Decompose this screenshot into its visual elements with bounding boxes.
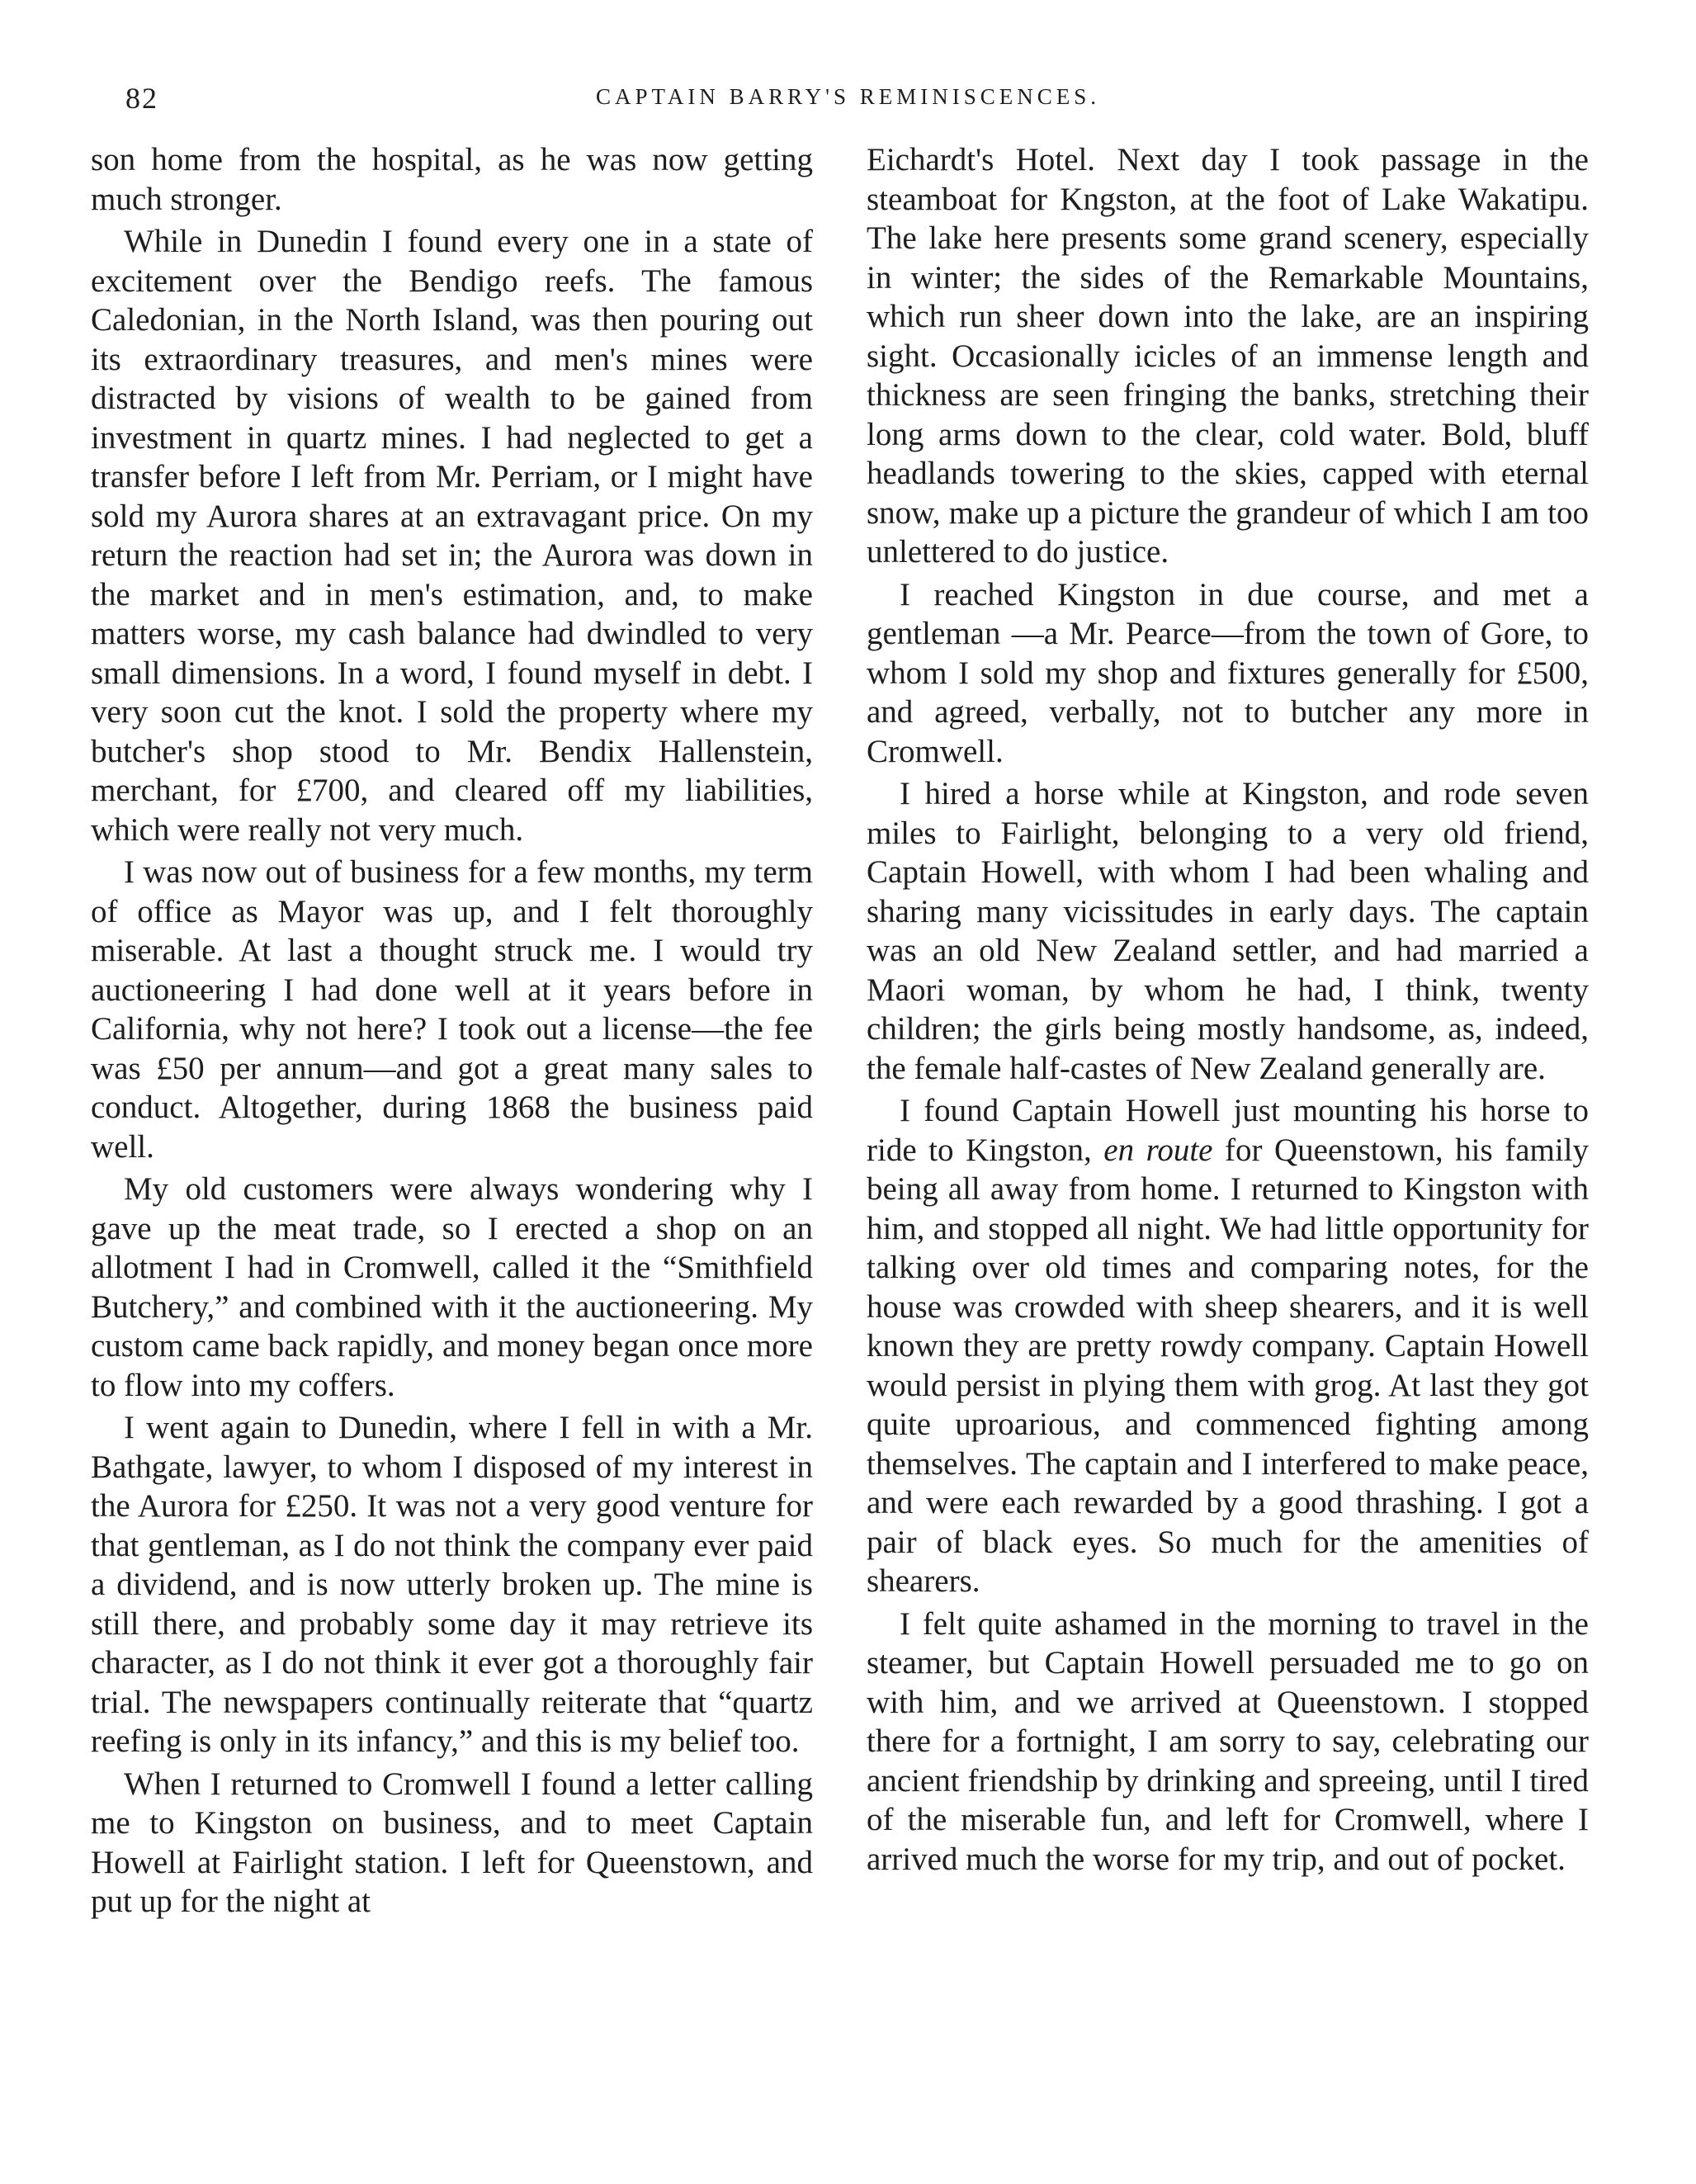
page-number: 82 bbox=[125, 82, 158, 115]
paragraph: When I returned to Cromwell I found a letter calling me to Kingston on business, and to meet Captain Howell at Fairlight station. I left for Queenstown, and put up for the night at bbox=[91, 1766, 813, 1919]
text-run: for Queenstown, his family being all away from home. I returned to Kingston with him, and stopped all night. We had little opportunity for talking over old times and comparing notes, for the house was crowded with sheep shearers, and it is well known they are pretty rowdy company. Captain Howell would persist in plying them with grog. At last they got quite uproarious, and commenced fighting among themselves. The captain and I interfered to make peace, and were each rewarded by a good thrashing. I got a pair of black eyes. So much for the amenities of shearers. bbox=[867, 1132, 1590, 1599]
paragraph: I hired a horse while at Kingston, and rode seven miles to Fairlight, belonging to a very old friend, Captain Howell, with whom I had been whaling and sharing many vicissitudes in early days. The captain was an old New Zealand settler, and had married a Maori woman, by whom he had, I think, twenty children; the girls being mostly handsome, as, indeed, the female half-castes of New Zealand generally are. bbox=[867, 776, 1589, 1086]
text-run: I found Captain Howell just mounting his horse to ride to Kingston, bbox=[867, 1093, 1589, 1168]
paragraph: I was now out of business for a few months, my term of office as Mayor was up, and I felt thoroughly miserable. At last a thought struck me. I would try auctioneering I had done well at it years before in California, why not here? I took out a license—the fee was £50 per annum—and got a great many sales to conduct. Altogether, during 1868 the business paid well. bbox=[91, 854, 813, 1165]
left-column bbox=[91, 140, 813, 1922]
paragraph: I went again to Dunedin, where I fell in with a Mr. Bathgate, lawyer, to whom I disposed of my interest in the Aurora for £250. It was not a very good venture for that gentleman, as I do not think the company ever paid a dividend, and is now utterly broken up. The mine is still there, and probably some day it may retrieve its character, as I do not think it ever got a thoroughly fair trial. The newspapers continually reiterate that “quartz reefing is only in its infancy,” and this is my belief too. bbox=[91, 1410, 813, 1759]
paragraph: I felt quite ashamed in the morning to travel in the steamer, but Captain Howell persuaded me to go on with him, and we arrived at Queenstown. I stopped there for a fortnight, I am sorry to say, celebrating our ancient friendship by drinking and spreeing, until I tired of the miserable fun, and left for Cromwell, where I arrived much the worse for my trip, and out of pocket. bbox=[867, 1605, 1589, 1877]
italic-phrase: en route bbox=[1103, 1132, 1213, 1168]
paragraph bbox=[867, 1091, 1589, 1601]
paragraph: My old customers were always wondering why I gave up the meat trade, so I erected a shop on an allotment I had in Cromwell, called it the “Smithfield Butchery,” and combined with it the auctioneering. My custom came back rapidly, and money began once more to flow into my coffers. bbox=[91, 1171, 813, 1403]
paragraph: son home from the hospital, as he was now getting much stronger. bbox=[91, 142, 813, 217]
right-column bbox=[867, 140, 1589, 1879]
running-head: CAPTAIN BARRY'S REMINISCENCES. bbox=[595, 84, 1101, 109]
paragraph: While in Dunedin I found every one in a state of excitement over the Bendigo reefs. The famous Caledonian, in the North Island, was then pouring out its extraordinary treasures, and men's mines were distracted by visions of wealth to be gained from investment in quartz mines. I had neglected to get a transfer before I left from Mr. Perriam, or I might have sold my Aurora shares at an extravagant price. On my return the reaction had set in; the Aurora was down in the market and in men's estimation, and, to make matters worse, my cash balance had dwindled to very small dimensions. In a word, I found myself in debt. I very soon cut the knot. I sold the property where my butcher's shop stood to Mr. Bendix Hallenstein, merchant, for £700, and cleared off my liabilities, which were really not very much. bbox=[91, 224, 813, 848]
paragraph: Eichardt's Hotel. Next day I took passage in the steamboat for Kngston, at the foot of Lake Wakatipu. The lake here presents some grand scenery, especially in winter; the sides of the Remarkable Mountains, which run sheer down into the lake, are an inspiring sight. Occasionally icicles of an immense length and thickness are seen fringing the banks, stretching their long arms down to the clear, cold water. Bold, bluff headlands towering to the skies, capped with eternal snow, make up a picture the grandeur of which I am too unlettered to do justice. bbox=[867, 142, 1589, 570]
paragraph: I reached Kingston in due course, and met a gentleman —a Mr. Pearce—from the town of Gore, to whom I sold my shop and fixtures generally for £500, and agreed, verbally, not to butcher any more in Cromwell. bbox=[867, 576, 1589, 769]
